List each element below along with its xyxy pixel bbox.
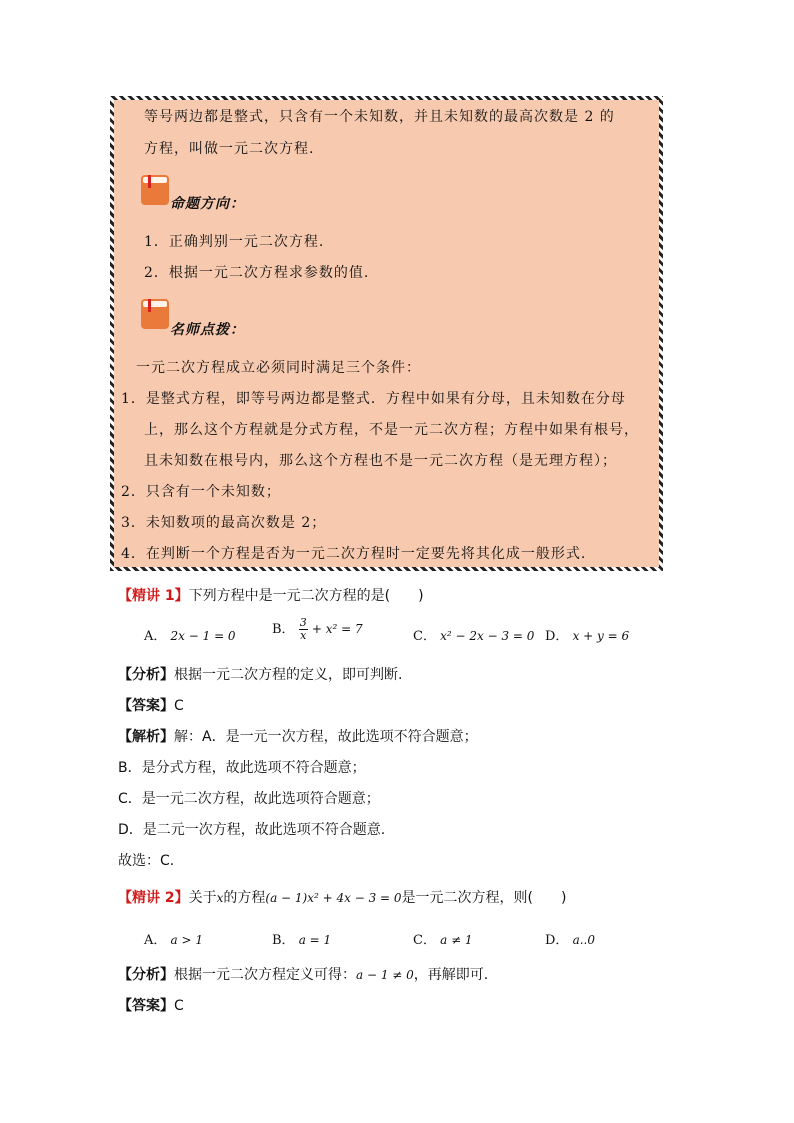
question-text: 下列方程中是一元二次方程的是( ) bbox=[188, 588, 424, 604]
analysis-1: 【分析】根据一元二次方程的定义，即可判断. bbox=[118, 667, 403, 683]
answer-1: 【答案】C bbox=[118, 698, 184, 714]
analysis-2: 【分析】根据一元二次方程定义可得：a − 1 ≠ 0，再解即可. bbox=[118, 967, 489, 983]
direction-item-1: 1．正确判别一元二次方程. bbox=[144, 234, 325, 250]
section-title-direction: 命题方向： bbox=[170, 196, 245, 212]
option-c: C． a ≠ 1 bbox=[413, 933, 473, 948]
solution-1: 【解析】解：A．是一元一次方程，故此选项不符合题意； bbox=[118, 729, 478, 745]
tips-item: 3．未知数项的最高次数是 2； bbox=[121, 515, 327, 531]
option-d: D． a..0 bbox=[545, 933, 595, 948]
tips-intro: 一元二次方程成立必须同时满足三个条件： bbox=[136, 360, 421, 376]
book-icon bbox=[141, 175, 169, 205]
option-a: A． a > 1 bbox=[144, 933, 204, 948]
tips-item: 上，那么这个方程就是分式方程，不是一元二次方程；方程中如果有根号， bbox=[144, 422, 639, 438]
option-a: A． 2x − 1 = 0 bbox=[144, 629, 236, 644]
option-d: D． x + y = 6 bbox=[545, 629, 630, 644]
option-c: C． x² − 2x − 3 = 0 bbox=[413, 629, 535, 644]
direction-item-2: 2．根据一元二次方程求参数的值. bbox=[144, 265, 370, 281]
answer-2: 【答案】C bbox=[118, 998, 184, 1014]
tips-item: 2．只含有一个未知数； bbox=[121, 484, 281, 500]
option-b: B． $\frac{3}{x}$ + x² = 7 bbox=[272, 616, 363, 642]
solution-line: 故选：C. bbox=[118, 853, 175, 869]
tips-item: 且未知数在根号内，那么这个方程也不是一元二次方程（是无理方程）； bbox=[144, 453, 617, 469]
question-tag: 【精讲 1】 bbox=[118, 588, 189, 604]
tips-item: 4．在判断一个方程是否为一元二次方程时一定要先将其化成一般形式. bbox=[121, 546, 587, 562]
option-b: B． a = 1 bbox=[272, 933, 332, 948]
book-icon bbox=[141, 299, 169, 329]
tips-item: 1．是整式方程，即等号两边都是整式．方程中如果有分母，且未知数在分母 bbox=[121, 391, 626, 407]
solution-line: D．是二元一次方程，故此选项不符合题意. bbox=[118, 822, 386, 838]
section-title-tips: 名师点拨： bbox=[170, 322, 245, 338]
solution-line: C．是一元二次方程，故此选项符合题意； bbox=[118, 791, 380, 807]
definition-line-2: 方程，叫做一元二次方程. bbox=[144, 141, 315, 157]
question-1 bbox=[118, 585, 424, 605]
definition-line-1: 等号两边都是整式，只含有一个未知数，并且未知数的最高次数是 2 的 bbox=[144, 109, 615, 125]
solution-line: B．是分式方程，故此选项不符合题意； bbox=[118, 760, 366, 776]
question-2: 【精讲 2】关于x的方程(a − 1)x² + 4x − 3 = 0是一元二次方程，则( ) bbox=[118, 890, 567, 906]
